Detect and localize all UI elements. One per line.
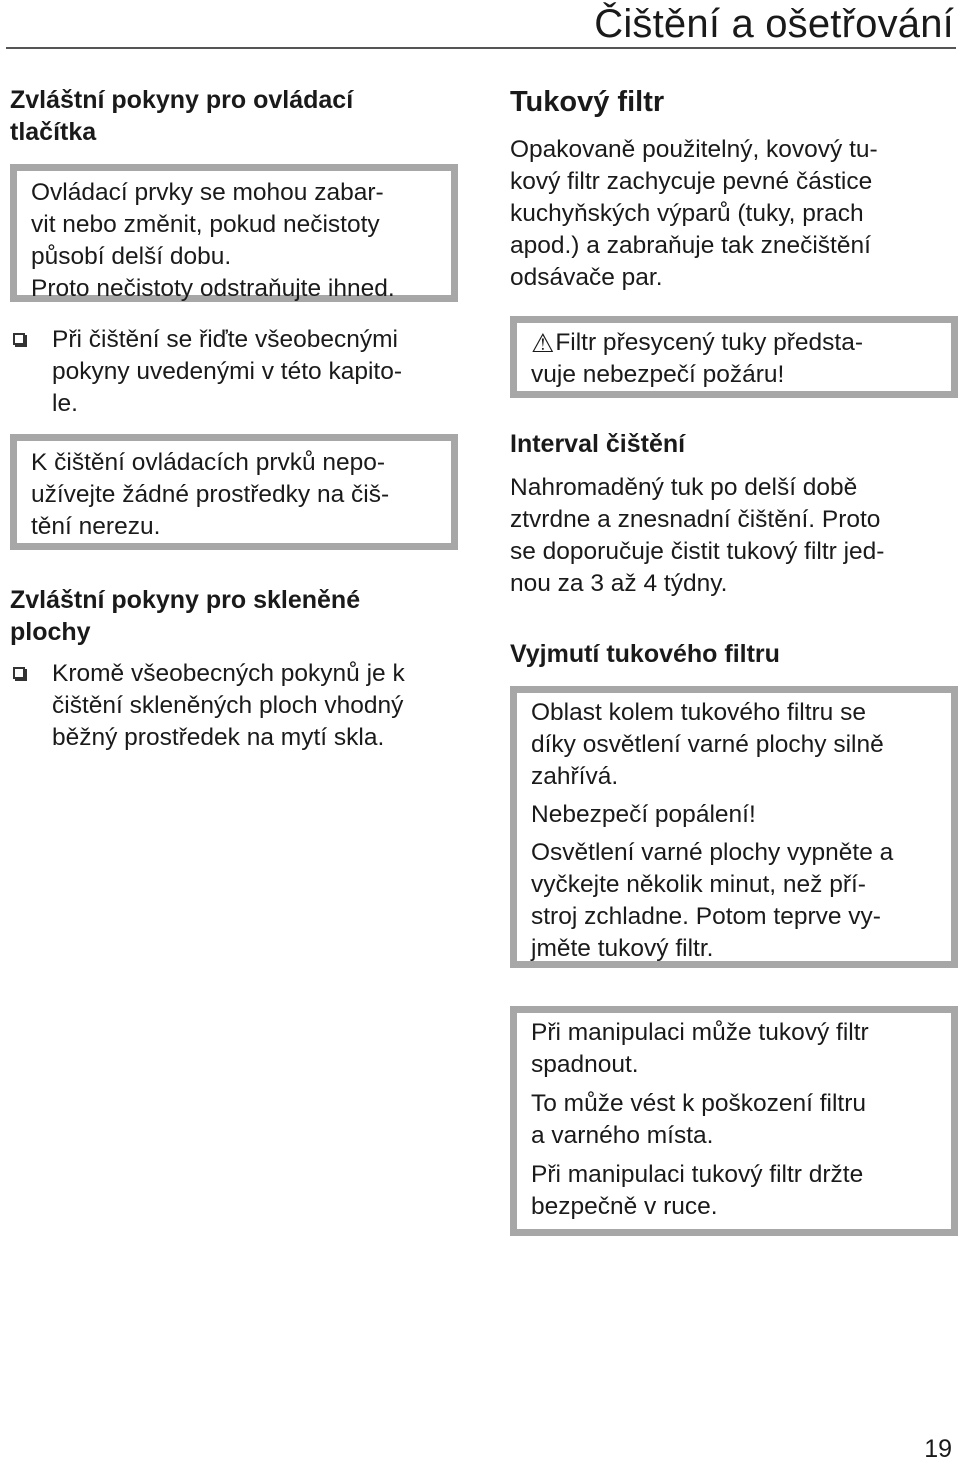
checkbox-bullet-icon — [13, 667, 25, 679]
section-heading-glass-surfaces: Zvláštní pokyny pro skleněné plochy — [10, 586, 361, 646]
page-number: 19 — [924, 1435, 952, 1463]
warning-box-burn-hazard: Oblast kolem tukového filtru se díky osvětlení varné plochy silně zahřívá. Nebezpečí popálení! Osvětlení varné plochy vypněte a vyčkejte několik minut, než pří- stroj zchladne. Potom teprve vy- jměte tukový filtr. — [510, 686, 958, 968]
list-item-glass-cleaner: Kromě všeobecných pokynů je k čištění skleněných ploch vhodný běžný prostředek na mytí skla. — [10, 658, 460, 754]
list-item-general-instructions: Při čištění se řiďte všeobecnými pokyny uvedenými v této kapito- le. — [10, 324, 460, 420]
left-column — [10, 84, 460, 754]
header-divider — [6, 47, 956, 49]
grease-filter-intro: Opakovaně použitelný, kovový tu- kový filtr zachycuje pevné částice kuchyňských výparů (tuky, prach apod.) a zabraňuje tak znečištění odsávače par. — [510, 136, 878, 291]
right-column — [510, 84, 960, 1236]
warning-box-fire-hazard: ⚠Filtr přesycený tuky předsta- vuje nebezpečí požáru! — [510, 316, 958, 398]
cleaning-interval-text: Nahromaděný tuk po delší době ztvrdne a znesnadní čištění. Proto se doporučuje čistit tukový filtr jed- nou za 3 až 4 týdny. — [510, 474, 885, 597]
warning-triangle-icon: ⚠ — [531, 328, 555, 358]
section-heading-filter-removal: Vyjmutí tukového filtru — [510, 640, 780, 668]
checkbox-bullet-icon — [13, 333, 25, 345]
section-heading-control-buttons: Zvláštní pokyny pro ovládací tlačítka — [10, 86, 354, 146]
section-heading-cleaning-interval: Interval čištění — [510, 430, 686, 458]
section-heading-grease-filter: Tukový filtr — [510, 86, 665, 118]
info-box-discoloration: Ovládací prvky se mohou zabar- vit nebo změnit, pokud nečistoty působí delší dobu. Proto nečistoty odstraňujte ihned. — [10, 164, 458, 302]
page-title: Čištění a ošetřování — [594, 2, 954, 46]
warning-box-filter-drop: Při manipulaci může tukový filtr spadnout. To může vést k poškození filtru a varného místa. Při manipulaci tukový filtr držte bezpečně v ruce. — [510, 1006, 958, 1236]
info-box-no-stainless-cleaner: K čištění ovládacích prvků nepo- užívejte žádné prostředky na čiš- tění nerezu. — [10, 434, 458, 550]
